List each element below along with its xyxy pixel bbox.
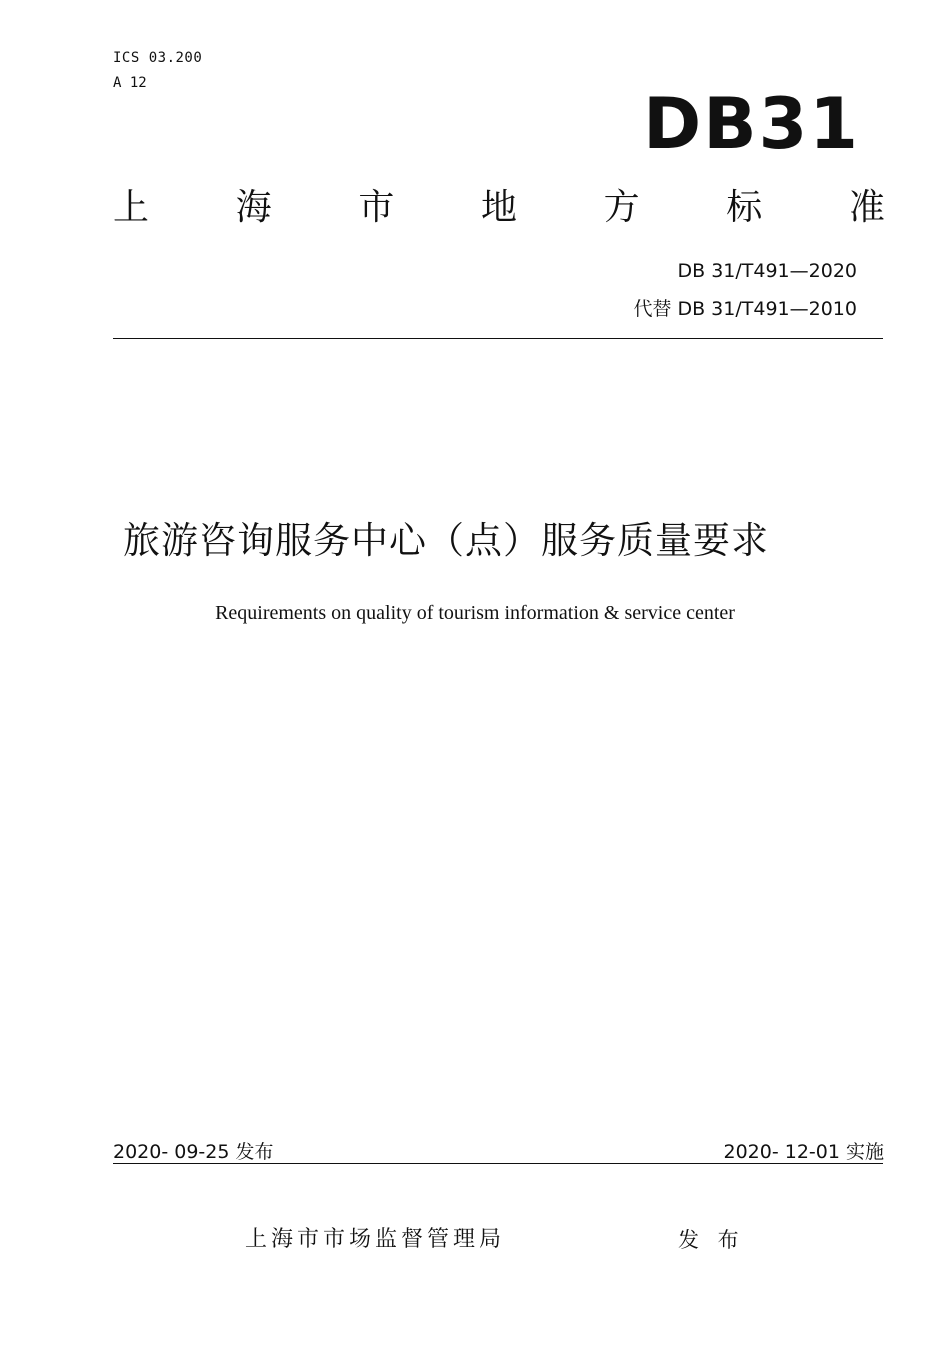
issuing-authority: 上海市市场监督管理局: [245, 1227, 506, 1252]
ics-code: ICS 03.200: [113, 50, 203, 66]
standard-type-char: 准: [848, 187, 885, 228]
standard-number: DB 31/T491—2020: [677, 260, 857, 282]
standard-type-char: 海: [235, 187, 272, 228]
bottom-divider: [113, 1163, 883, 1164]
standard-type-char: 方: [603, 187, 640, 228]
standard-type-char: 市: [358, 187, 395, 228]
standard-type-char: 地: [480, 187, 517, 228]
title-english: Requirements on quality of tourism information & service center: [215, 602, 735, 624]
standard-type-char: 标: [726, 187, 763, 228]
implementation-date: 2020- 12-01 实施: [723, 1141, 884, 1163]
publish-label: 发 布: [678, 1228, 745, 1252]
standard-type: [113, 184, 885, 232]
title-chinese: 旅游咨询服务中心（点）服务质量要求: [123, 519, 769, 562]
standard-type-char: 上: [113, 187, 150, 228]
db-mark: DB31: [643, 83, 860, 165]
top-divider: [113, 338, 883, 339]
replaces-standard: 代替 DB 31/T491—2010: [633, 298, 857, 320]
classification-code: A 12: [113, 75, 147, 91]
issue-date: 2020- 09-25 发布: [113, 1141, 274, 1163]
